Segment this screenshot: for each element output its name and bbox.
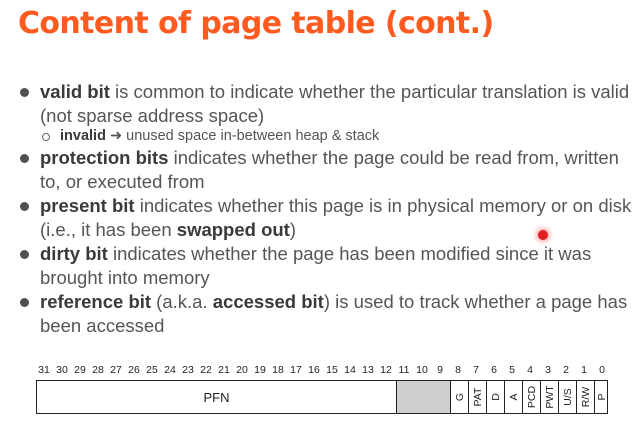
bit-number: 27 <box>110 364 122 376</box>
bit-number: 16 <box>308 364 320 376</box>
pfn-label: PFN <box>203 389 230 405</box>
bullet-text: (a.k.a. <box>151 291 213 312</box>
bit-number: 10 <box>416 364 428 376</box>
flag-a: A <box>505 381 523 413</box>
bit-number: 6 <box>491 364 497 376</box>
flag-p: P <box>596 393 608 401</box>
bullet-text: indicates whether the page has been modified since it was brought into memory <box>40 243 592 288</box>
bullet-reference-bit <box>18 290 640 338</box>
bit-number: 30 <box>56 364 68 376</box>
bullet-list <box>18 80 640 338</box>
bit-number: 19 <box>254 364 266 376</box>
bullet-term: reference bit <box>40 291 152 312</box>
bit-number: 8 <box>455 364 461 376</box>
bit-number: 24 <box>164 364 176 376</box>
bullet-text: indicates whether the page could be read from, written to, or executed from <box>40 147 619 192</box>
flag-us: U/S <box>559 381 577 413</box>
pfn-field <box>37 381 396 413</box>
bullet-dot-icon <box>20 298 29 307</box>
bullet-term-2: accessed bit <box>212 291 324 312</box>
bullet-text: indicates whether this page is in physical memory or on disk (i.e., it has been <box>40 195 632 240</box>
bit-number: 13 <box>362 364 374 376</box>
bullet-dot-icon <box>20 154 29 163</box>
bit-number: 2 <box>563 364 569 376</box>
flag-pwt: PWT <box>541 381 559 413</box>
bit-number: 4 <box>527 364 533 376</box>
flag-g: G <box>451 381 469 413</box>
bit-number: 1 <box>581 364 587 376</box>
bit-number: 29 <box>74 364 86 376</box>
bit-number: 20 <box>236 364 248 376</box>
bit-number: 14 <box>344 364 356 376</box>
bit-number: 15 <box>326 364 338 376</box>
reserved-bits-field <box>396 381 451 413</box>
bullet-text-2: ) <box>289 219 297 240</box>
arrow-icon: ➜ <box>109 128 123 144</box>
bullet-term: dirty bit <box>40 243 108 264</box>
bit-number: 3 <box>545 364 551 376</box>
bit-number: 18 <box>272 364 284 376</box>
bullet-valid-bit <box>18 80 640 128</box>
flag-pcd: PCD <box>523 381 541 413</box>
bit-number: 11 <box>398 364 410 376</box>
bit-number: 23 <box>182 364 194 376</box>
bullet-dot-icon <box>20 88 29 97</box>
bit-number: 12 <box>380 364 392 376</box>
bullet-term: protection bits <box>40 147 169 168</box>
bullet-text: is common to indicate whether the particular translation is valid (not sparse address space) <box>40 81 630 126</box>
bullet-text-2: ) is used to track whether a page has been accessed <box>40 291 628 336</box>
bullet-term-2: swapped out <box>176 219 290 240</box>
bullet-term: valid bit <box>40 81 110 102</box>
page-table-entry-diagram <box>36 380 608 414</box>
bit-number-row <box>0 364 644 378</box>
bit-number: 22 <box>200 364 212 376</box>
slide-title: Content of page table (cont.) <box>18 6 494 41</box>
bit-number: 26 <box>128 364 140 376</box>
bullet-dot-icon <box>20 250 29 259</box>
sub-bullet-text: unused space in-between heap & stack <box>122 128 380 144</box>
bit-number: 9 <box>437 364 443 376</box>
sub-bullet-invalid <box>18 128 640 145</box>
bit-number: 7 <box>473 364 479 376</box>
laser-pointer-dot <box>538 230 548 240</box>
bit-number: 0 <box>599 364 605 376</box>
bullet-dirty-bit <box>18 242 640 290</box>
bit-number: 28 <box>92 364 104 376</box>
bit-number: 21 <box>218 364 230 376</box>
flag-d: D <box>487 381 505 413</box>
flag-rw: R/W <box>577 381 595 413</box>
flag-pat: PAT <box>469 381 487 413</box>
sub-bullet-term: invalid <box>60 128 106 144</box>
bit-number: 17 <box>290 364 302 376</box>
bullet-protection-bits <box>18 146 640 194</box>
bullet-term: present bit <box>40 195 135 216</box>
bullet-dot-icon <box>20 202 29 211</box>
bit-number: 31 <box>38 364 50 376</box>
bit-number: 25 <box>146 364 158 376</box>
bit-number: 5 <box>509 364 515 376</box>
sub-bullet-ring-icon <box>42 133 50 141</box>
